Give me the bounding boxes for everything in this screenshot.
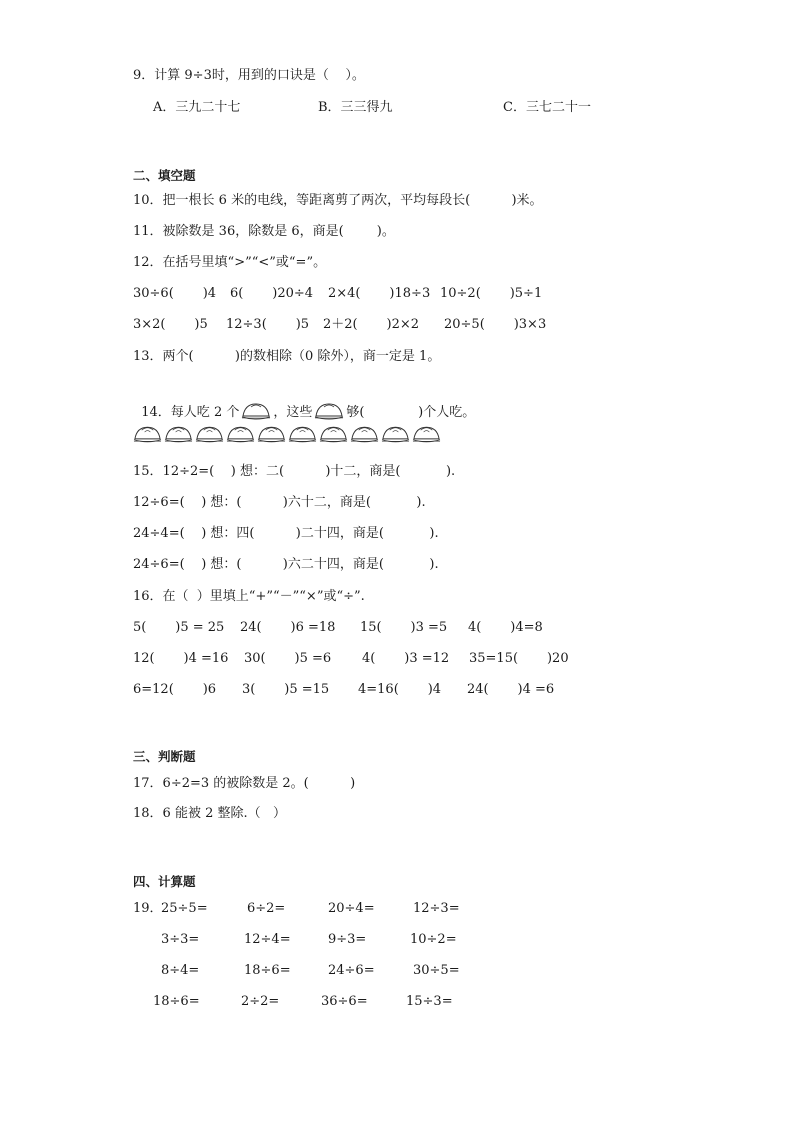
calc-r2-c3: 9÷3= [328,932,367,947]
q12-stem: 12．在括号里填“>”“<”或“=”。 [133,255,327,270]
q9-option-c: C．三七二十一 [503,100,591,115]
bun-row [133,423,441,445]
q16-r1-c3: 15( )3 =5 [360,620,448,635]
bun-icon [288,423,317,445]
q15-line-2: 12÷6=( ) 想：( )六十二，商是( ). [133,495,426,510]
bun-icon [350,423,379,445]
calc-r3-c3: 24÷6= [328,963,375,978]
q14-part1: 14．每人吃 2 个 [141,405,240,420]
q12-r2-c4: 20÷5( )3×3 [444,317,547,332]
calc-r4-c1: 18÷6= [153,994,200,1009]
q16-stem: 16．在（ ）里填上“+”“－”“×”或“÷”. [133,589,365,604]
bun-icon [133,423,162,445]
calc-r3-c2: 18÷6= [244,963,291,978]
bun-icon [195,423,224,445]
q9-option-a: A．三九二十七 [153,100,241,115]
q15-line-3: 24÷4=( ) 想：四( )二十四，商是( ). [133,526,439,541]
section-title-judgement: 三、判断题 [133,749,196,764]
q9-stem: 9．计算 9÷3时，用到的口诀是（ ）。 [133,68,365,83]
calc-r1-c4: 12÷3= [413,901,460,916]
bun-icon [257,423,286,445]
q12-r1-c3: 2×4( )18÷3 [328,286,431,301]
calc-r4-c2: 2÷2= [241,994,280,1009]
calc-r1-c2: 6÷2= [247,901,286,916]
q15-line-1: 15．12÷2=( ) 想：二( )十二，商是( ). [133,464,456,479]
calc-r3-c4: 30÷5= [413,963,460,978]
bun-icon [226,423,255,445]
section-title-fill-in: 二、填空题 [133,168,196,183]
calc-r1-c3: 20÷4= [328,901,375,916]
q14-part3: 够( )个人吃。 [346,405,476,420]
q14-part2: ，这些 [273,405,313,420]
calc-r3-c1: 8÷4= [161,963,200,978]
q16-r2-c2: 30( )5 =6 [244,651,332,666]
bun-icon [319,423,348,445]
q16-r3-c3: 4=16( )4 [358,682,442,697]
calc-r2-c2: 12÷4= [244,932,291,947]
q12-r2-c2: 12÷3( )5 [226,317,310,332]
q16-r2-c4: 35=15( )20 [469,651,569,666]
q12-r2-c3: 2＋2( )2×2 [323,317,420,332]
calc-r4-c4: 15÷3= [406,994,453,1009]
q16-r2-c3: 4( )3 =12 [362,651,450,666]
q16-r2-c1: 12( )4 =16 [133,651,229,666]
q16-r1-c2: 24( )6 =18 [240,620,336,635]
q11: 11．被除数是 36，除数是 6，商是( )。 [133,224,395,239]
q16-r3-c1: 6=12( )6 [133,682,217,697]
q18: 18．6 能被 2 整除.（ ） [133,806,287,821]
q19-label: 19． [133,901,163,916]
q12-r1-c1: 30÷6( )4 [133,286,217,301]
calc-r2-c1: 3÷3= [161,932,200,947]
q12-r2-c1: 3×2( )5 [133,317,208,332]
bun-icon [164,423,193,445]
q17: 17．6÷2=3 的被除数是 2。( ) [133,776,356,791]
bun-icon [412,423,441,445]
section-title-calculation: 四、计算题 [133,874,196,889]
q15-line-4: 24÷6=( ) 想：( )六二十四，商是( ). [133,557,439,572]
bun-icon [381,423,410,445]
calc-r4-c3: 36÷6= [321,994,368,1009]
q16-r3-c2: 3( )5 =15 [242,682,330,697]
q16-r3-c4: 24( )4 =6 [467,682,555,697]
q9-option-b: B．三三得九 [318,100,393,115]
q13: 13．两个( )的数相除（0 除外），商一定是 1。 [133,349,441,364]
q12-r1-c4: 10÷2( )5÷1 [440,286,543,301]
q12-r1-c2: 6( )20÷4 [230,286,314,301]
q16-r1-c1: 5( )5 = 25 [133,620,225,635]
calc-r1-c1: 25÷5= [161,901,208,916]
q16-r1-c4: 4( )4=8 [468,620,543,635]
q10: 10．把一根长 6 米的电线，等距离剪了两次，平均每段长( )米。 [133,193,543,208]
calc-r2-c4: 10÷2= [410,932,457,947]
q14 [133,385,475,426]
